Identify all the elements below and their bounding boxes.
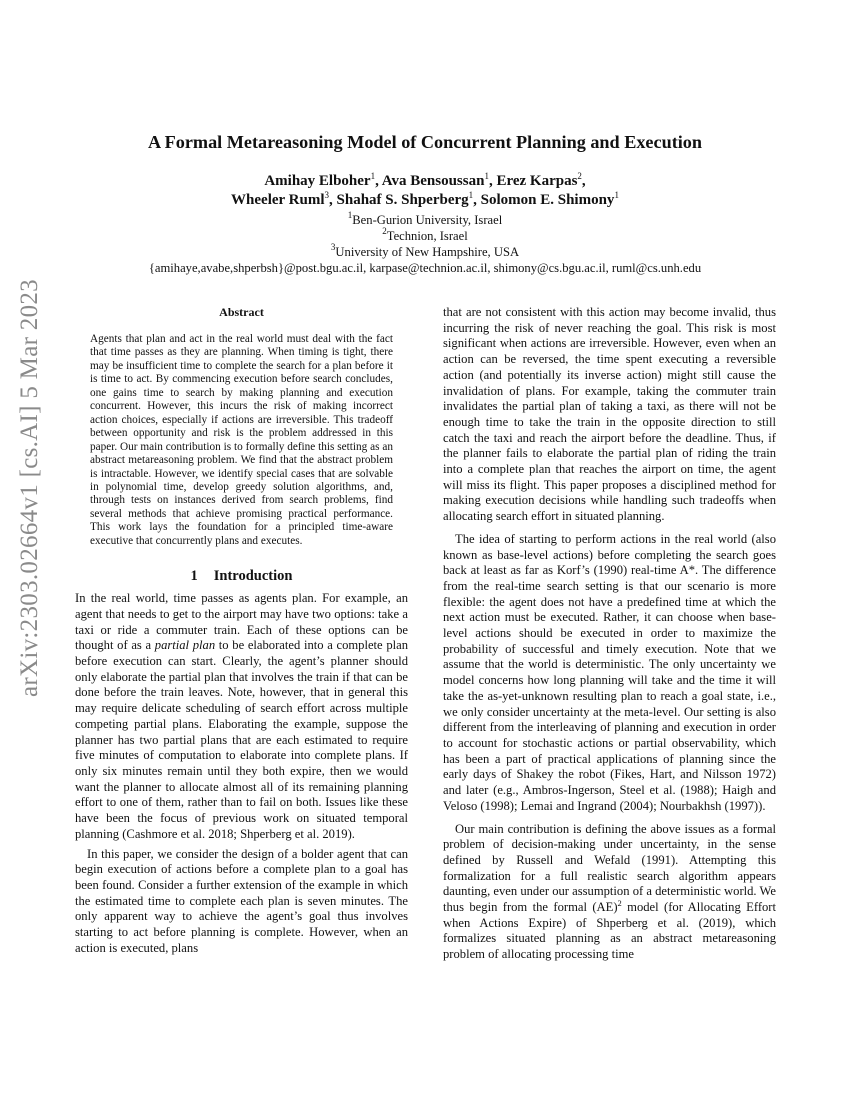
author-separator: , bbox=[375, 173, 382, 189]
affiliation-line bbox=[0, 212, 850, 228]
paper-title: A Formal Metareasoning Model of Concurrent Planning and Execution bbox=[147, 132, 703, 152]
affiliation-line bbox=[0, 228, 850, 244]
author-separator: , bbox=[581, 173, 586, 189]
author-separator: , bbox=[329, 192, 337, 208]
affiliation-text: University of New Hampshire, USA bbox=[335, 245, 520, 259]
author-separator: , bbox=[488, 173, 497, 189]
author-separator: , bbox=[473, 192, 481, 208]
affiliation-text: Technion, Israel bbox=[386, 229, 468, 243]
author-name: Ava Bensoussan bbox=[381, 173, 485, 189]
author-name: Wheeler Ruml bbox=[231, 192, 325, 208]
intro-paragraph-5-text-a: Our main contribution is defining the above issues as a formal problem of decision-making under uncertainty, in the sense defined by Russell and Wefald (1991). Attempting this formalization for a full realistic search algorithm appears daunting, even under our assumption of a deterministic world. We thus begin from the formal (AE) bbox=[443, 821, 776, 915]
author-affiliation-mark: 3 bbox=[324, 190, 330, 200]
author-affiliation-mark: 1 bbox=[370, 171, 376, 181]
intro-paragraph-5-text-b: model (for Allocating Effort when Actions Expire) of Shperberg et al. (2019), which formalizes situated planning as an abstract metareasoning problem of allocating processing time bbox=[443, 900, 776, 962]
abstract-text: Agents that plan and act in the real world must deal with the fact that time passes as they are planning. When timing is tight, there may be insufficient time to complete the search for a plan before it is time to act. By commencing execution before search concludes, one gains time to search by making planning and execution concurrent. However, this incurs the risk of making incorrect action choices, especially if actions are irreversible. This tradeoff between opportunity and risk is the problem addressed in this paper. Our main contribution is to formally define this setting as an abstract metareasoning problem. We find that the abstract problem is intractable. However, we identify special cases that are solvable in polynomial time, develop greedy solution algorithms, and, through tests on instances derived from search problems, find several methods that achieve promising practical performance. This work lays the foundation for a principled time-aware executive that concurrently plans and executes. bbox=[90, 333, 393, 547]
author-affiliation-mark: 2 bbox=[577, 171, 582, 181]
right-column bbox=[443, 305, 776, 963]
affiliation-text: Ben-Gurion University, Israel bbox=[352, 213, 503, 227]
author-affiliation-mark: 1 bbox=[468, 190, 474, 200]
author-list bbox=[0, 172, 850, 210]
author-name: Solomon E. Shimony bbox=[480, 192, 615, 208]
ae-squared-superscript: 2 bbox=[617, 898, 622, 909]
author-affiliation-mark: 1 bbox=[484, 171, 489, 181]
section-number: 1 bbox=[190, 568, 198, 585]
arxiv-identifier-stamp bbox=[10, 279, 50, 697]
section-title: Introduction bbox=[213, 568, 293, 585]
affiliation-number: 1 bbox=[347, 210, 353, 220]
intro-paragraph-4: The idea of starting to perform actions in the real world (also known as base-level actions) before completing the search goes back at least as far as Korf’s (1990) real-time A*. The difference from the real-time search setting is that our scenario is more flexible: the agent does not have a predefined time at which the next action must be executed. Rather, it can choose when base-level actions should be executed in order to maximize the probability of successful and timely execution. Note that we assume that the world is deterministic. The only uncertainty we model concerns how long planning will take and the time it will take the as-yet-unknown resulting plan to reach a goal state, i.e., we only consider uncertainty at the meta-level. Our setting is also different from the interleaving of planning and execution in order to account for stochastic actions or partial observability, which has been a part of practical applications of planning since the early days of Shakey the robot (Fikes, Hart, and Nilsson 1972) and later (e.g., Ambros-Ingerson, Steel et al. (1988); Haigh and Veloso (1998); Lemai and Ingrand (2004); Nourbakhsh (1997)). bbox=[443, 531, 776, 813]
section-heading-introduction bbox=[75, 568, 408, 585]
author-name: Erez Karpas bbox=[496, 173, 578, 189]
left-column bbox=[75, 305, 408, 956]
arxiv-identifier-text: arXiv:2303.02664v1 [cs.AI] 5 Mar 2023 bbox=[16, 279, 44, 697]
affiliations-block bbox=[0, 212, 850, 276]
affiliation-line bbox=[0, 244, 850, 260]
author-line-1 bbox=[0, 172, 850, 191]
author-affiliation-mark: 1 bbox=[614, 190, 619, 200]
intro-paragraph-2: In this paper, we consider the design of a bolder agent that can begin execution of actions before a complete plan to a goal has been found. Consider a further extension of the example in which the estimated time to complete each plan is seven minutes. The only apparent way to achieve the agent’s goal thus involves starting to act before planning is complete. However, when an action is executed, plans bbox=[75, 846, 408, 955]
intro-paragraph-1 bbox=[75, 591, 408, 842]
author-line-2 bbox=[0, 191, 850, 210]
intro-paragraph-3: that are not consistent with this action may become invalid, thus incurring the risk of never reaching the goal. This risk is most significant when actions are irreversible. However, even when an action can be reversed, the time spent executing a reversible action (and potentially its inverse action) might still cause the invalidation of plans. For example, taking the commuter train invalidates the partial plan of taking a taxi, as there will not be enough time to take the train in the opposite direction to still catch the taxi and reach the airport before the deadline. Thus, if the planner fails to elaborate the partial plan of riding the train into a complete plan that reaches the airport on time, the agent will miss its flight. This paper proposes a disciplined method for making execution decisions while handling such tradeoffs when allocating search effort in situated planning. bbox=[443, 305, 776, 524]
affiliation-number: 3 bbox=[330, 242, 336, 252]
intro-paragraph-1-text-a: In the real world, time passes as agents plan. For example, an agent that needs to get to the airport may have two options: take a taxi or ride a commuter train. Each of these options can be thought of as a bbox=[75, 591, 408, 653]
author-name: Amihay Elboher bbox=[264, 173, 371, 189]
intro-paragraph-1-text-b: to be elaborated into a complete plan before execution can start. Clearly, the agent’s planner should only elaborate the partial plan that involves the train if that can be done before the train leaves. Note, however, that in general this may require delicate scheduling of search effort across multiple competing partial plans. Elaborating the example, suppose the planner has two partial plans that are each estimated to require five minutes of computation to elaborate into complete plans. If only six minutes remain until they both expire, then we would want the planner to allocate almost all of its remaining planning effort to one of them, rather than to fail on both. Issues like these have been the focus of previous work on situated temporal planning (Cashmore et al. 2018; Shperberg et al. 2019). bbox=[75, 638, 408, 841]
author-emails: {amihaye,avabe,shperbsh}@post.bgu.ac.il, karpase@technion.ac.il, shimony@cs.bgu.ac.il, ruml@cs.unh.edu bbox=[148, 261, 702, 275]
partial-plan-term: partial plan bbox=[154, 638, 216, 653]
intro-paragraph-5 bbox=[443, 822, 776, 963]
affiliation-number: 2 bbox=[382, 226, 387, 236]
author-name: Shahaf S. Shperberg bbox=[336, 192, 469, 208]
abstract-heading: Abstract bbox=[219, 305, 264, 319]
